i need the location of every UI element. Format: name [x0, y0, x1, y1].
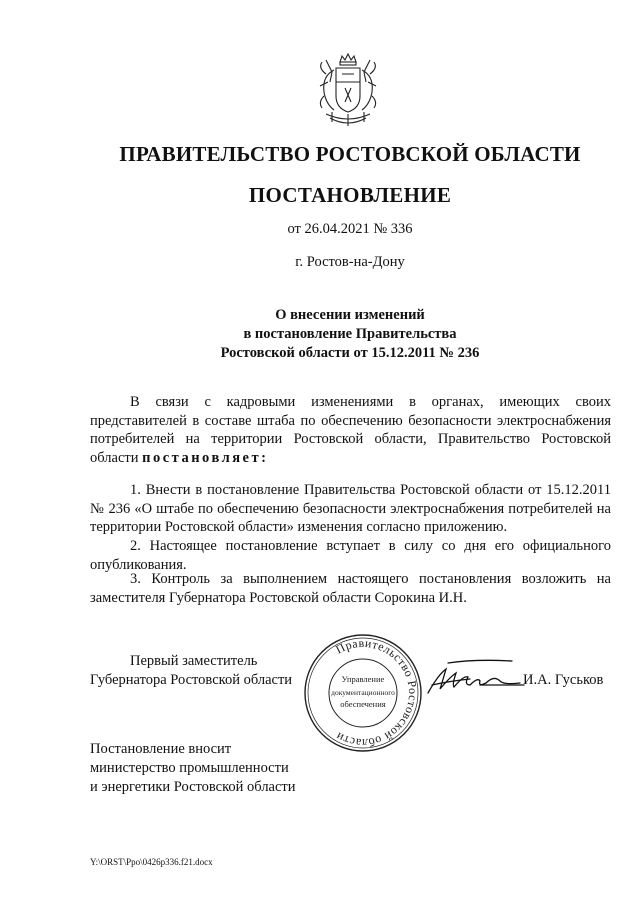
official-seal-stamp	[302, 632, 424, 754]
seal-center-line-2: документационного	[331, 688, 395, 697]
subject-line-2: в постановление Правительства	[243, 326, 457, 342]
submitter-line-3: и энергетики Ростовской области	[90, 779, 296, 795]
submitter-line-1: Постановление вносит	[90, 741, 232, 757]
item-3-paragraph: 3. Контроль за выполнением настоящего постановления возложить на заместителя Губернатора Ростовской области Сорокина И.Н.	[90, 571, 611, 606]
resolves-word: постановляет:	[142, 450, 269, 467]
preamble-paragraph	[90, 393, 611, 468]
seal-ring-text: Правительство Ростовской области	[333, 635, 421, 751]
signatory-position	[90, 652, 320, 690]
coat-of-arms-icon	[312, 52, 384, 132]
document-subject	[0, 306, 640, 363]
signatory-name: И.А. Гуськов	[523, 672, 604, 688]
submitter-line-2: министерство промышленности	[90, 760, 289, 776]
document-city: г. Ростов-на-Дону	[295, 254, 405, 270]
government-title: ПРАВИТЕЛЬСТВО РОСТОВСКОЙ ОБЛАСТИ	[119, 142, 581, 166]
document-date-number: от 26.04.2021 № 336	[287, 221, 413, 237]
submitter-block	[90, 740, 350, 797]
position-line-1: Первый заместитель	[130, 653, 258, 669]
seal-center-line-3: обеспечения	[340, 699, 386, 709]
item-1-paragraph: 1. Внести в постановление Правительства Ростовской области от 15.12.2011 № 236 «О штабе по обеспечению безопасности электроснабжения потребителей на территории Ростовской области» изменения согласно приложению.	[90, 482, 611, 536]
handwritten-signature	[420, 655, 530, 700]
document-type: ПОСТАНОВЛЕНИЕ	[248, 183, 452, 207]
subject-line-1: О внесении изменений	[275, 307, 425, 323]
file-path-footer: Y:\ORST\Ppo\0426p336.f21.docx	[90, 857, 213, 867]
subject-line-3: Ростовской области от 15.12.2011 № 236	[220, 345, 480, 361]
preamble-text: В связи с кадровыми изменениями в органах, имеющих своих представителей в составе штаба по обеспечению безопасности электроснабжения потребителей на территории Ростовской области, Правительство Ростовской области	[90, 394, 611, 467]
seal-center-line-1: Управление	[341, 674, 385, 684]
item-2-paragraph: 2. Настоящее постановление вступает в силу со дня его официального опубликования.	[90, 538, 611, 573]
position-line-2: Губернатора Ростовской области	[90, 672, 293, 688]
